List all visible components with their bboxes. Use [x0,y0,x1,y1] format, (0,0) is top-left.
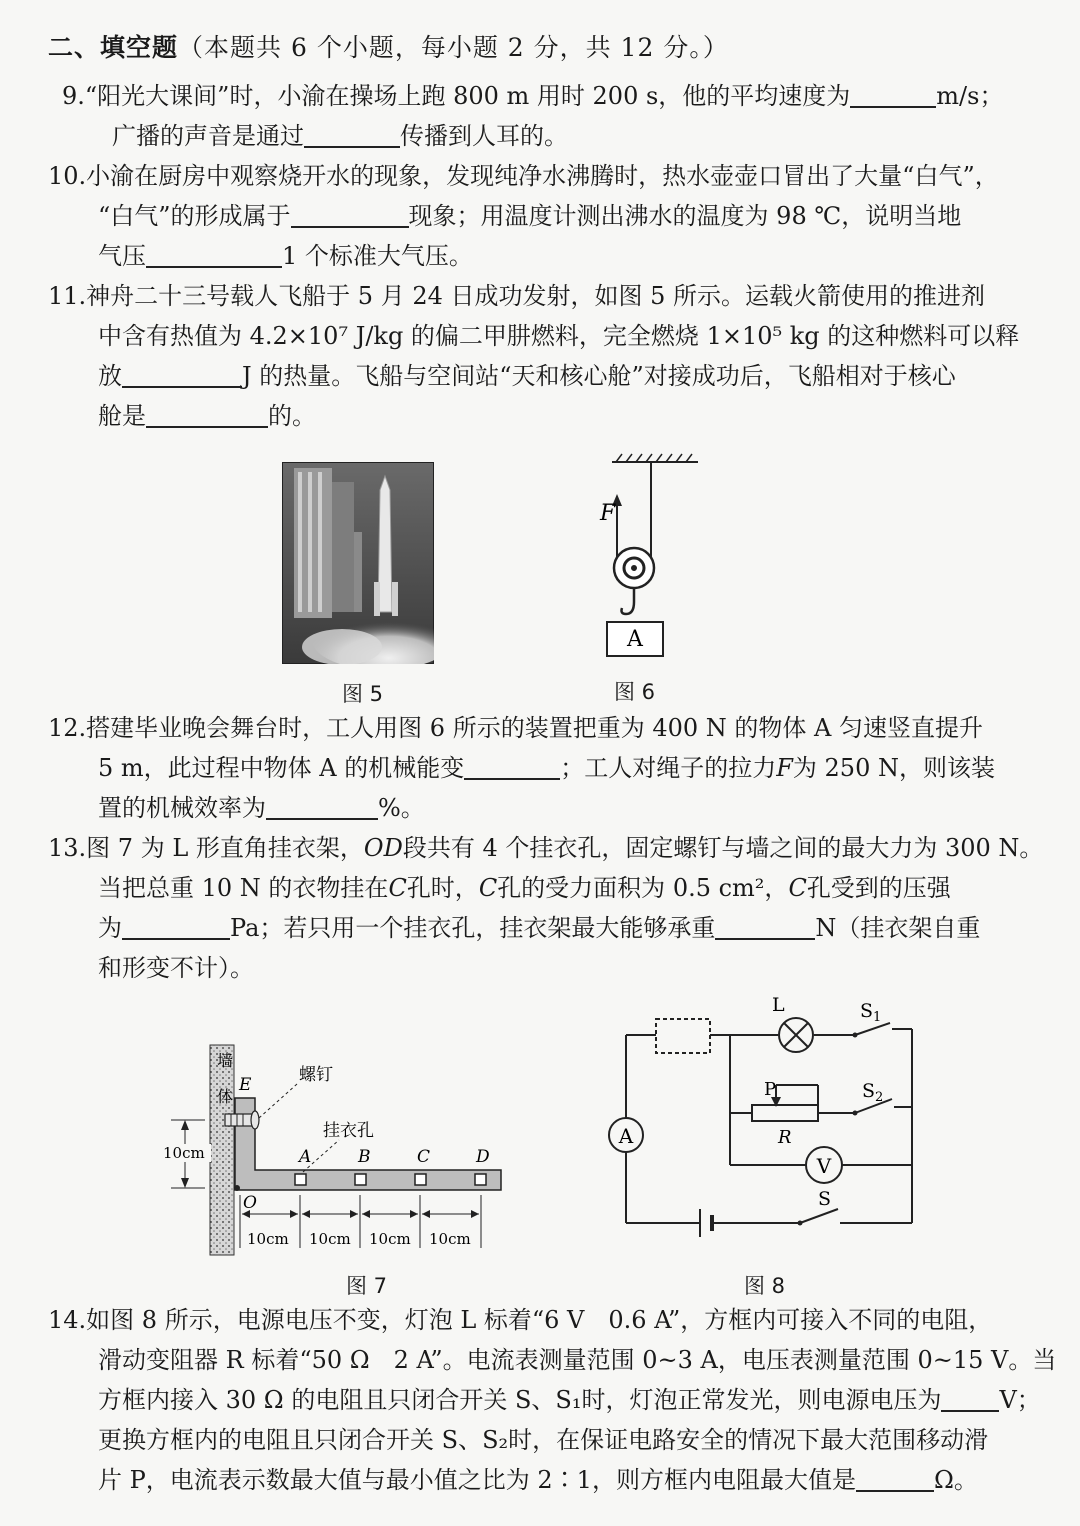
question-text: 1 个标准大气压。 [282,242,473,270]
point-O-label: O [243,1193,257,1213]
answer-blank[interactable] [850,80,936,108]
question-text: 为 250 N，则该装 [792,754,995,782]
figure-8-circuit [600,995,930,1255]
question-text: F [776,754,793,782]
question-number: 11. [48,282,87,310]
question-number: 12. [48,714,87,742]
question-text: 孔时， [406,874,479,902]
question-text: 传播到人耳的。 [400,122,568,150]
question-text: Pa；若只用一个挂衣孔，挂衣架最大能够承重 [230,914,716,942]
ammeter-label: A [618,1124,634,1148]
question-10 [48,156,1028,276]
section-title [48,28,729,64]
question-text: J 的热量。飞船与空间站“天和核心舱”对接成功后，飞船相对于核心 [242,362,956,390]
segment-label: 10cm [247,1230,289,1248]
answer-blank[interactable] [715,912,815,940]
figure-6-caption: 图 6 [614,680,656,704]
question-text: C [788,874,807,902]
voltmeter-label: V [816,1154,832,1178]
question-number: 14. [48,1306,87,1334]
question-text: 片 P，电流表示数最大值与最小值之比为 2∶1，则方框内电阻最大值是 [98,1466,856,1494]
question-text: 现象；用温度计测出沸水的温度为 98 ℃，说明当地 [408,202,962,230]
question-text: 更换方框内的电阻且只闭合开关 S、S₂时，在保证电路安全的情况下最大范围移动滑 [98,1426,989,1454]
resistor-box [656,1019,710,1053]
question-text: 中含有热值为 4.2×10⁷ J/kg 的偏二甲肼燃料，完全燃烧 1×10⁵ kg 的这种燃料可以释 [98,322,1020,350]
wall-label: 体 [217,1087,234,1106]
hole-C-label: C [417,1147,431,1167]
question-text: 5 m，此过程中物体 A 的机械能变 [98,754,465,782]
answer-blank[interactable] [122,360,242,388]
answer-blank[interactable] [266,792,378,820]
segment-label: 10cm [309,1230,351,1248]
question-text: Ω。 [933,1466,978,1494]
question-14 [48,1300,1057,1500]
block-A-label: A [627,627,643,652]
question-text: 当把总重 10 N 的衣物挂在 [98,874,389,902]
question-text: 如图 8 所示，电源电压不变，灯泡 L 标着“6 V 0.6 A”，方框内可接入不同的电阻， [86,1306,993,1334]
point-E-label: E [239,1075,252,1095]
hole-B-label: B [358,1147,371,1167]
question-text: 搭建毕业晚会舞台时，工人用图 6 所示的装置把重为 400 N 的物体 A 匀速竖直提升 [86,714,983,742]
question-12 [48,708,1028,828]
figure-5-rocket-photo [282,462,434,664]
slider-P-label: P [764,1079,777,1100]
figure-8-caption: 图 8 [744,1274,786,1298]
hole-D-label: D [476,1147,490,1167]
question-text: V； [999,1386,1041,1414]
question-text: “白气”的形成属于 [98,202,291,230]
answer-blank[interactable] [464,752,560,780]
question-text: 孔的受力面积为 0.5 cm²， [497,874,789,902]
switch-S1-label: $S_1$ [860,1000,882,1025]
answer-blank[interactable] [146,240,282,268]
question-text: 段共有 4 个挂衣孔，固定螺钉与墙之间的最大力为 300 N。 [402,834,1044,862]
question-number: 13. [48,834,87,862]
question-text: 广播的声音是通过 [112,122,304,150]
question-text: 放 [98,362,122,390]
figure-6-pulley [590,450,700,660]
question-text: 为 [98,914,122,942]
switch-S2-label: $S_2$ [862,1080,884,1105]
segment-label: 10cm [429,1230,471,1248]
question-text: OD [363,834,403,862]
hole-A-label: A [299,1147,312,1167]
height-dimension-label: 10cm [163,1144,205,1162]
question-text: 小渝在厨房中观察烧开水的现象，发现纯净水沸腾时，热水壶壶口冒出了大量“白气”， [86,162,999,190]
answer-blank[interactable] [122,912,230,940]
question-text: C [388,874,407,902]
question-text: 图 7 为 L 形直角挂衣架， [86,834,364,862]
wall-label: 墙 [217,1051,234,1070]
question-11 [48,276,1028,436]
question-13 [48,828,1044,988]
section-heading: 二、填空题 [48,33,179,62]
figure-5-caption: 图 5 [342,682,384,706]
switch-S-label: S [818,1188,832,1210]
question-text: %。 [378,794,425,822]
question-number: 9. [62,82,85,110]
force-label: F [600,501,616,526]
question-9 [48,76,1028,156]
answer-blank[interactable] [856,1464,934,1492]
question-text: 方框内接入 30 Ω 的电阻且只闭合开关 S、S₁时，灯泡正常发光，则电源电压为 [98,1386,942,1414]
question-text: 神舟二十三号载人飞船于 5 月 24 日成功发射，如图 5 所示。运载火箭使用的推进剂 [86,282,986,310]
answer-blank[interactable] [941,1384,999,1412]
question-text: “阳光大课间”时，小渝在操场上跑 800 m 用时 200 s，他的平均速度为 [84,82,851,110]
segment-label: 10cm [369,1230,411,1248]
question-text: 孔受到的压强 [806,874,951,902]
rheostat [752,1105,818,1121]
figure-7-hanger [155,1040,515,1262]
question-text: m/s； [936,82,1004,110]
question-text: ；工人对绳子的拉力 [560,754,777,782]
screw-label: 螺钉 [299,1065,333,1085]
answer-blank[interactable] [146,400,268,428]
answer-blank[interactable] [291,200,409,228]
question-text: C [478,874,498,902]
question-text: N（挂衣架自重 [815,914,981,942]
question-text: 置的机械效率为 [98,794,266,822]
question-text: 的。 [268,402,316,430]
question-text: 气压 [98,242,146,270]
hole-label: 挂衣孔 [323,1121,374,1141]
question-text: 舱是 [98,402,146,430]
question-text: 和形变不计）。 [98,954,254,982]
figure-7-caption: 图 7 [346,1274,388,1298]
answer-blank[interactable] [304,120,400,148]
lamp-L-label: L [772,995,785,1016]
rheostat-R-label: R [778,1127,792,1148]
question-text: 滑动变阻器 R 标着“50 Ω 2 A”。电流表测量范围 0~3 A，电压表测量范围 0~15 V。当 [98,1346,1057,1374]
question-number: 10. [48,162,87,190]
section-note: （本题共 6 个小题，每小题 2 分，共 12 分。） [178,33,729,62]
